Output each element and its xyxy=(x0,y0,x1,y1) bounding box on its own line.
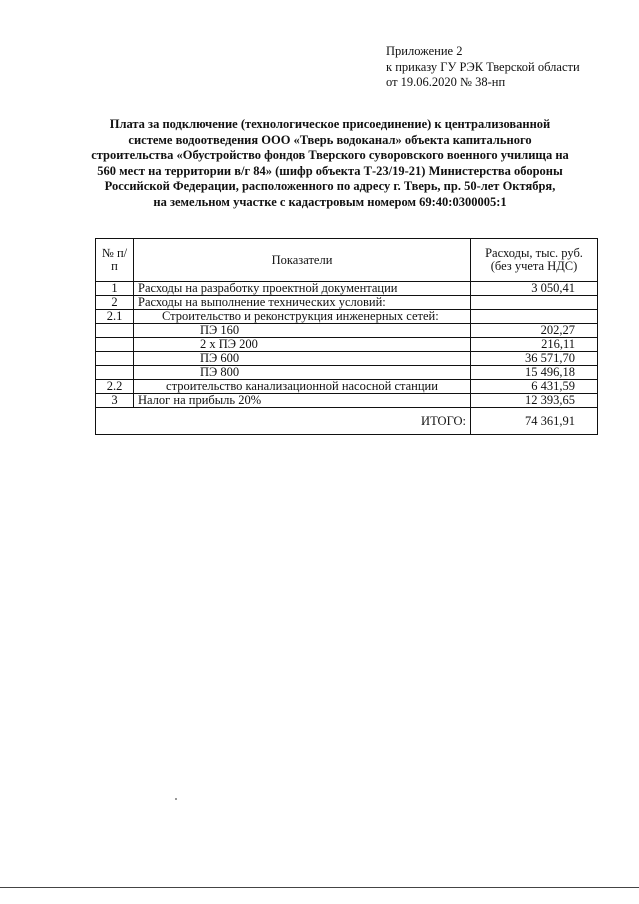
title-line: 560 мест на территории в/г 84» (шифр объекта Т-23/19-21) Министерства обороны xyxy=(97,163,563,178)
row-number xyxy=(96,366,134,380)
appendix-date-line: от 19.06.2020 № 38-нп xyxy=(386,75,506,89)
appendix-order-line: к приказу ГУ РЭК Тверской области xyxy=(386,59,580,74)
row-label: ПЭ 160 xyxy=(134,324,471,338)
header-number: № п/п xyxy=(96,239,134,282)
row-number: 2.2 xyxy=(96,380,134,394)
scan-speck xyxy=(175,798,177,800)
total-blank-cell xyxy=(96,408,134,435)
row-label: 2 х ПЭ 200 xyxy=(134,338,471,352)
header-indicators: Показатели xyxy=(134,239,471,282)
table-row xyxy=(96,394,598,408)
row-number xyxy=(96,338,134,352)
table-row xyxy=(96,310,598,324)
table-row xyxy=(96,282,598,296)
row-label: ПЭ 800 xyxy=(134,366,471,380)
row-value: 3 050,41 xyxy=(471,282,598,296)
table-row xyxy=(96,352,598,366)
row-value xyxy=(471,310,598,324)
row-value: 12 393,65 xyxy=(471,394,598,408)
row-value: 36 571,70 xyxy=(471,352,598,366)
table-row xyxy=(96,338,598,352)
row-number: 3 xyxy=(96,394,134,408)
page-bottom-rule xyxy=(0,887,639,888)
row-label: Налог на прибыль 20% xyxy=(134,394,471,408)
row-value: 202,27 xyxy=(471,324,598,338)
row-value xyxy=(471,296,598,310)
row-label: ПЭ 600 xyxy=(134,352,471,366)
appendix-line: Приложение 2 xyxy=(386,44,463,58)
row-label: Расходы на разработку проектной документации xyxy=(134,282,471,296)
title-line: строительства «Обустройство фондов Тверского суворовского военного училища на xyxy=(91,148,569,162)
row-number xyxy=(96,324,134,338)
row-number xyxy=(96,352,134,366)
row-value: 6 431,59 xyxy=(471,380,598,394)
total-row xyxy=(96,408,598,435)
title-line: системе водоотведения ООО «Тверь водоканал» объекта капитального xyxy=(128,132,532,147)
header-costs: Расходы, тыс. руб. (без учета НДС) xyxy=(471,239,598,282)
row-label: Расходы на выполнение технических условий: xyxy=(134,296,471,310)
table-row xyxy=(96,324,598,338)
table-row xyxy=(96,380,598,394)
row-label: строительство канализационной насосной станции xyxy=(134,380,471,394)
document-title xyxy=(80,117,580,210)
total-value: 74 361,91 xyxy=(471,408,598,435)
appendix-note xyxy=(386,44,580,91)
table-row xyxy=(96,366,598,380)
fees-table xyxy=(95,238,598,435)
row-value: 15 496,18 xyxy=(471,366,598,380)
total-label: ИТОГО: xyxy=(134,408,471,435)
row-value: 216,11 xyxy=(471,338,598,352)
title-line: Российской Федерации, расположенного по адресу г. Тверь, пр. 50-лет Октября, xyxy=(104,179,556,193)
row-label: Строительство и реконструкция инженерных сетей: xyxy=(134,310,471,324)
row-number: 2 xyxy=(96,296,134,310)
table-row xyxy=(96,296,598,310)
title-line: Плата за подключение (технологическое присоединение) к централизованной xyxy=(109,117,551,131)
title-line: на земельном участке с кадастровым номером 69:40:0300005:1 xyxy=(153,194,507,209)
row-number: 1 xyxy=(96,282,134,296)
table-header-row xyxy=(96,239,598,282)
row-number: 2.1 xyxy=(96,310,134,324)
